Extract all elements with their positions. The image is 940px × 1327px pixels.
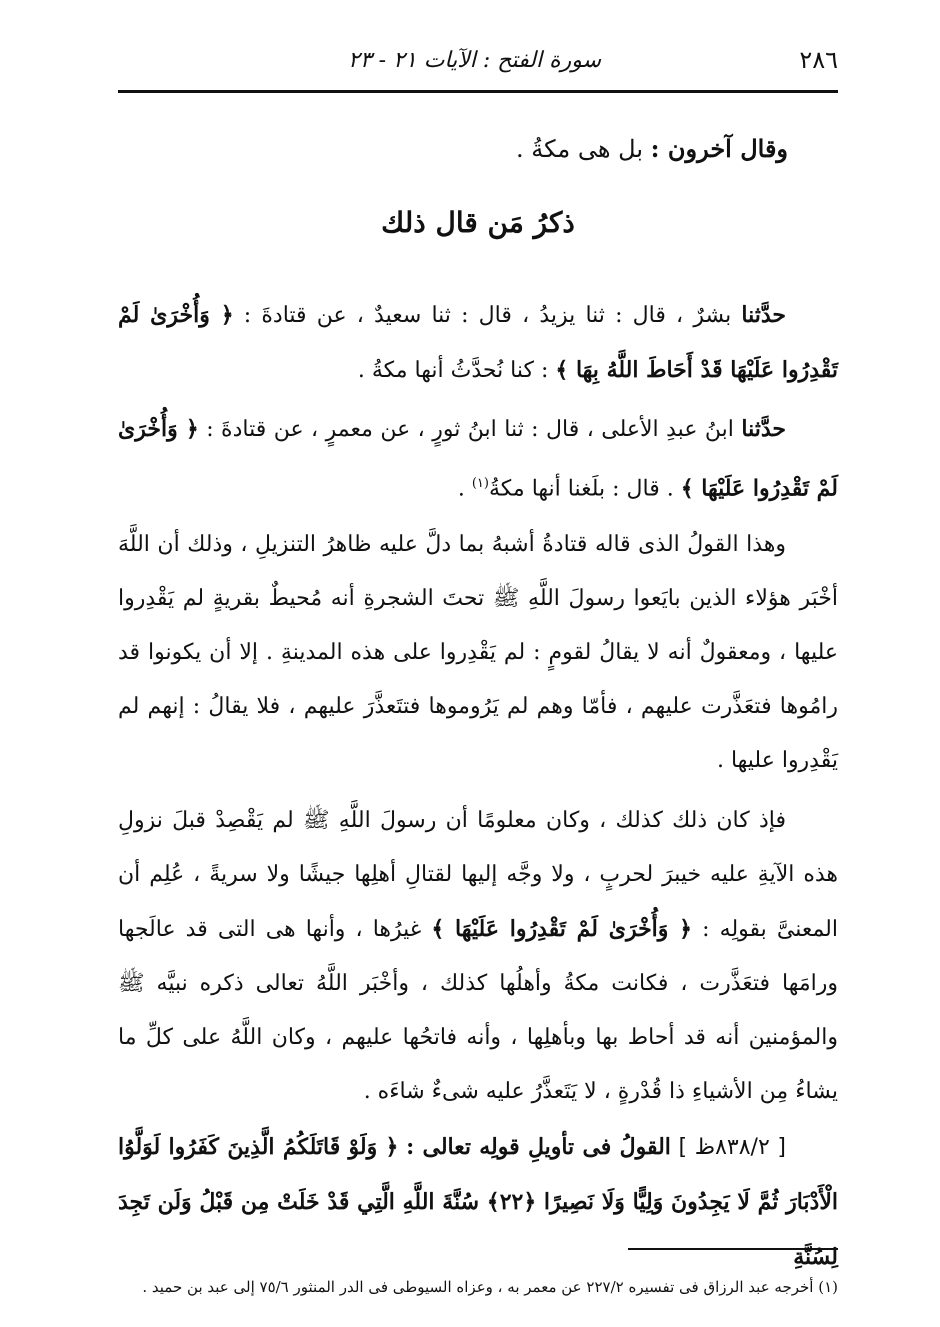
paragraph-1-quran: ﴿ وَأُخْرَىٰ لَمْ تَقْدِرُوا عَلَيْهَا قَدْ أَحَاطَ اللَّهُ بِهَا ﴾	[118, 302, 838, 383]
paragraph-1	[118, 288, 838, 398]
paragraph-1-lead: حدَّثنا	[741, 302, 787, 328]
paragraph-2-tail: . قال : بلَغنا أنها مكةُ	[488, 476, 674, 502]
opening-text: بل هى مكةُ .	[516, 135, 644, 163]
paragraph-4-quran: ﴿ وَأُخْرَىٰ لَمْ تَقْدِرُوا عَلَيْهَا ﴾	[431, 916, 693, 942]
footnote: (١) أخرجه عبد الرزاق فى تفسيره ٢٢٧/٢ عن معمر به ، وعزاه السيوطى فى الدر المنثور ٧٥/٦ إلى عبد بن حميد .	[142, 1278, 838, 1296]
paragraph-3-text: وهذا القولُ الذى قاله قتادةُ أشبهُ بما دلَّ عليه ظاهرُ التنزيلِ ، وذلك أن اللَّهَ أخْبَر هؤلاء الذين بايَعوا رسولَ اللَّهِ ﷺ تحتَ الشجرةِ أنه مُحيطٌ بقريةٍ لم يَقْدِروا عليها ، ومعقولٌ أنه لا يقالُ لقومٍ : لم يَقْدِروا على هذه المدينةِ . إلا أن يكونوا قد رامُوها فتعَذَّرت عليهم ، فأمّا وهم لم يَرُوموها فتتَعذَّرَ عليهم ، فلا يقالُ : إنهم لم يَقْدِروا عليها .	[118, 532, 838, 773]
page-header	[118, 40, 838, 80]
paragraph-5	[118, 1120, 838, 1285]
paragraph-5-quran: ﴿ وَلَوْ قَاتَلَكُمُ الَّذِينَ كَفَرُوا لَوَلَّوُا الْأَدْبَارَ ثُمَّ لَا يَجِدُونَ وَلِيًّا وَلَا نَصِيرًا ﴿٢٢﴾ سُنَّةَ اللَّهِ الَّتِي قَدْ خَلَتْ مِن قَبْلُ وَلَن تَجِدَ لِسُنَّةِ	[118, 1134, 838, 1270]
paragraph-2	[118, 402, 838, 516]
paragraph-4-text-b: غيرُها ، وأنها هى التى قد عالَجها ورامَها فتعَذَّرت ، فكانت مكةُ وأهلُها كذلك ، وأخْبَر اللَّهُ تعالى ذكره نبيَّه ﷺ والمؤمنين أنه قد أحاط بها وبأهلِها ، وأنه فاتحُها عليهم ، وكان اللَّهُ على كلِّ ما يشاءُ مِن الأشياءِ ذا قُدْرةٍ ، لا يَتَعذَّرُ عليه شىءٌ شاءَه .	[118, 917, 838, 1104]
paragraph-2-quran: ﴿ وَأُخْرَىٰ لَمْ تَقْدِرُوا عَلَيْهَا ﴾	[118, 416, 838, 502]
paragraph-4-text-a: فإذ كان ذلك كذلك ، وكان معلومًا أن رسولَ اللَّهِ ﷺ لم يَقْصِدْ قبلَ نزولِ هذه الآيةِ عليه خيبرَ لحربٍ ، ولا وجَّه إليها لقتالِ أهلِها جيشًا ولا سريةً ، عُلِم أن المعنىَّ بقولِه :	[118, 808, 838, 942]
footnote-rule	[628, 1248, 838, 1250]
paragraph-5-lead: القولُ فى تأويلِ قولِه تعالى :	[406, 1134, 671, 1160]
opening-lead: وقال آخرون :	[650, 134, 788, 163]
footnote-marker: (١)	[471, 476, 489, 491]
paragraph-2-lead: حدَّثنا	[741, 416, 786, 442]
section-heading: ذكرُ مَن قال ذلك	[381, 206, 575, 239]
paragraph-1-tail: : كنا نُحدَّثُ أنها مكةُ .	[357, 358, 549, 383]
paragraph-1-text: بشرٌ ، قال : ثنا يزيدُ ، قال : ثنا سعيدٌ ، عن قتادةَ :	[243, 303, 732, 328]
paragraph-2-text: ابنُ عبدِ الأعلى ، قال : ثنا ابنُ ثورٍ ، عن معمرٍ ، عن قتادةَ :	[206, 417, 734, 442]
paragraph-4	[118, 794, 838, 1119]
running-title: سورة الفتح : الآيات ٢١ - ٢٣	[348, 47, 602, 73]
header-rule	[118, 90, 838, 93]
volume-reference: [ ٨٣٨/٢ظ ]	[678, 1135, 787, 1160]
document-page	[118, 30, 838, 1320]
page-number: ٢٨٦	[799, 46, 838, 74]
opening-line	[118, 134, 788, 163]
paragraph-3	[118, 518, 838, 788]
paragraph-2-end: .	[457, 476, 472, 502]
